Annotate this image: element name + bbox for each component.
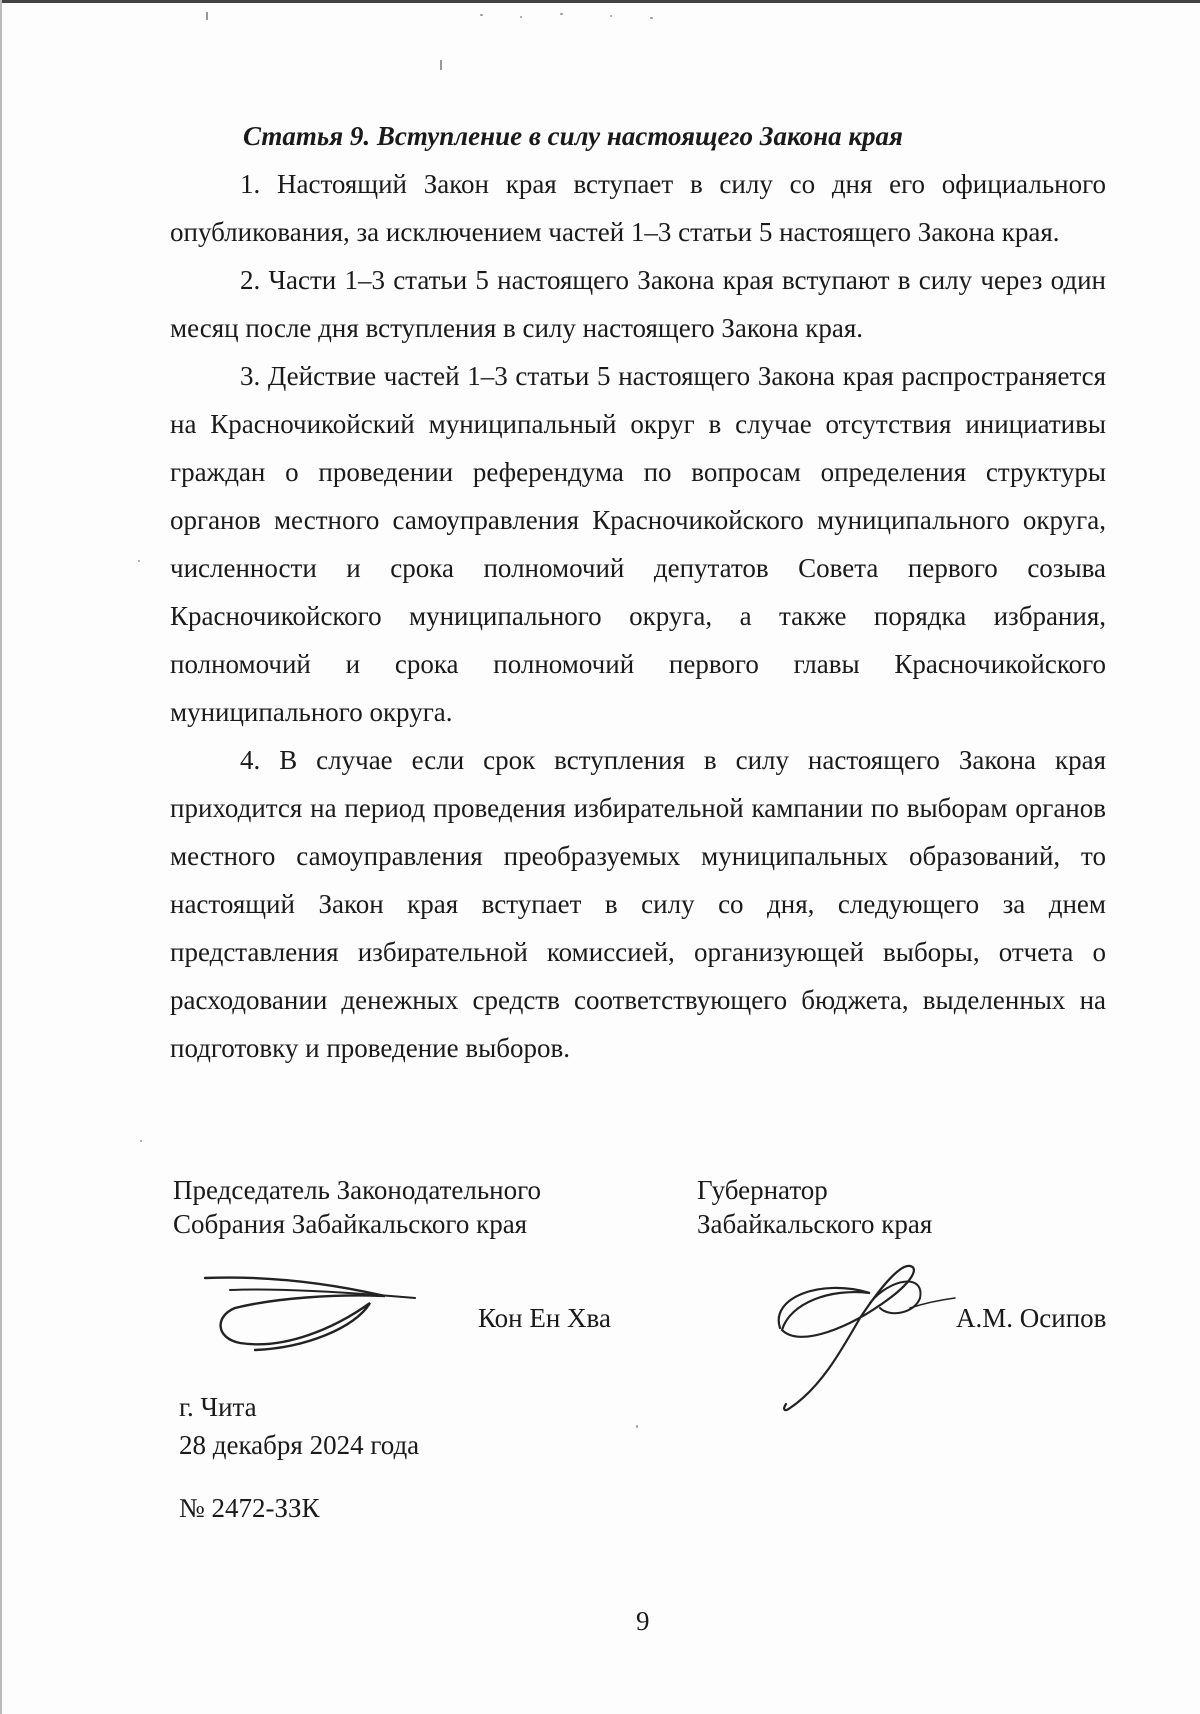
scan-edge-top: [0, 0, 1200, 3]
scan-speck: [520, 16, 522, 18]
scan-speck: [138, 560, 140, 562]
left-signatory-title: [173, 1173, 541, 1241]
article-body: [170, 112, 1106, 1072]
left-signatory-name: Кон Ен Хва: [478, 1303, 611, 1333]
place: г. Чита: [179, 1392, 257, 1422]
left-signatory-title-line2: Собрания Забайкальского края: [173, 1209, 528, 1239]
article-paragraph-4: 4. В случае если срок вступления в силу настоящего Закона края приходится на период проведения избирательной кампании по выборам органов местного самоуправления преобразуемых муниципальных образований, то настоящий Закон края вступает в силу со дня, следующего за днем представления избирательной комиссией, организующей выборы, отчета о расходовании денежных средств соответствующего бюджета, выделенных на подготовку и проведение выборов.: [170, 745, 1106, 1063]
article-paragraph-2: 2. Части 1–3 статьи 5 настоящего Закона края вступают в силу через один месяц после дня вступления в силу настоящего Закона края.: [170, 265, 1106, 343]
scan-speck: [560, 13, 563, 15]
left-signatory-title-line1: Председатель Законодательного: [173, 1175, 542, 1205]
article-title: Статья 9. Вступление в силу настоящего Закона края: [243, 121, 903, 151]
article-paragraph-1: 1. Настоящий Закон края вступает в силу со дня его официального опубликования, за исключением частей 1–3 статьи 5 настоящего Закона края.: [170, 169, 1106, 247]
right-signatory-title-line2: Забайкальского края: [697, 1209, 933, 1239]
right-handwritten-signature: [760, 1258, 960, 1418]
scan-speck: [206, 12, 208, 20]
page-number: 9: [636, 1606, 650, 1636]
left-handwritten-signature: [195, 1268, 425, 1358]
scan-speck: [650, 17, 653, 19]
right-signatory-name: А.М. Осипов: [956, 1303, 1107, 1333]
scan-edge-left: [0, 0, 2, 1714]
scan-speck: [440, 60, 442, 70]
right-signatory-title-line1: Губернатор: [697, 1175, 828, 1205]
scan-speck: [636, 1425, 638, 1428]
date: 28 декабря 2024 года: [179, 1430, 420, 1460]
right-signatory-title: [697, 1173, 932, 1241]
scan-speck: [140, 1140, 142, 1142]
article-paragraph-3: 3. Действие частей 1–3 статьи 5 настоящего Закона края распространяется на Красночикойский муниципальный округ в случае отсутствия инициативы граждан о проведении референдума по вопросам определения структуры органов местного самоуправления Красночикойского муниципального округа, численности и срока полномочий депутатов Совета первого созыва Красночикойского муниципального округа, а также порядка избрания, полномочий и срока полномочий первого главы Красночикойского муниципального округа.: [170, 361, 1106, 727]
place-date-block: [179, 1388, 419, 1464]
registration-number: № 2472-ЗЗК: [179, 1493, 320, 1523]
scan-speck: [610, 15, 612, 17]
scan-speck: [480, 14, 483, 16]
